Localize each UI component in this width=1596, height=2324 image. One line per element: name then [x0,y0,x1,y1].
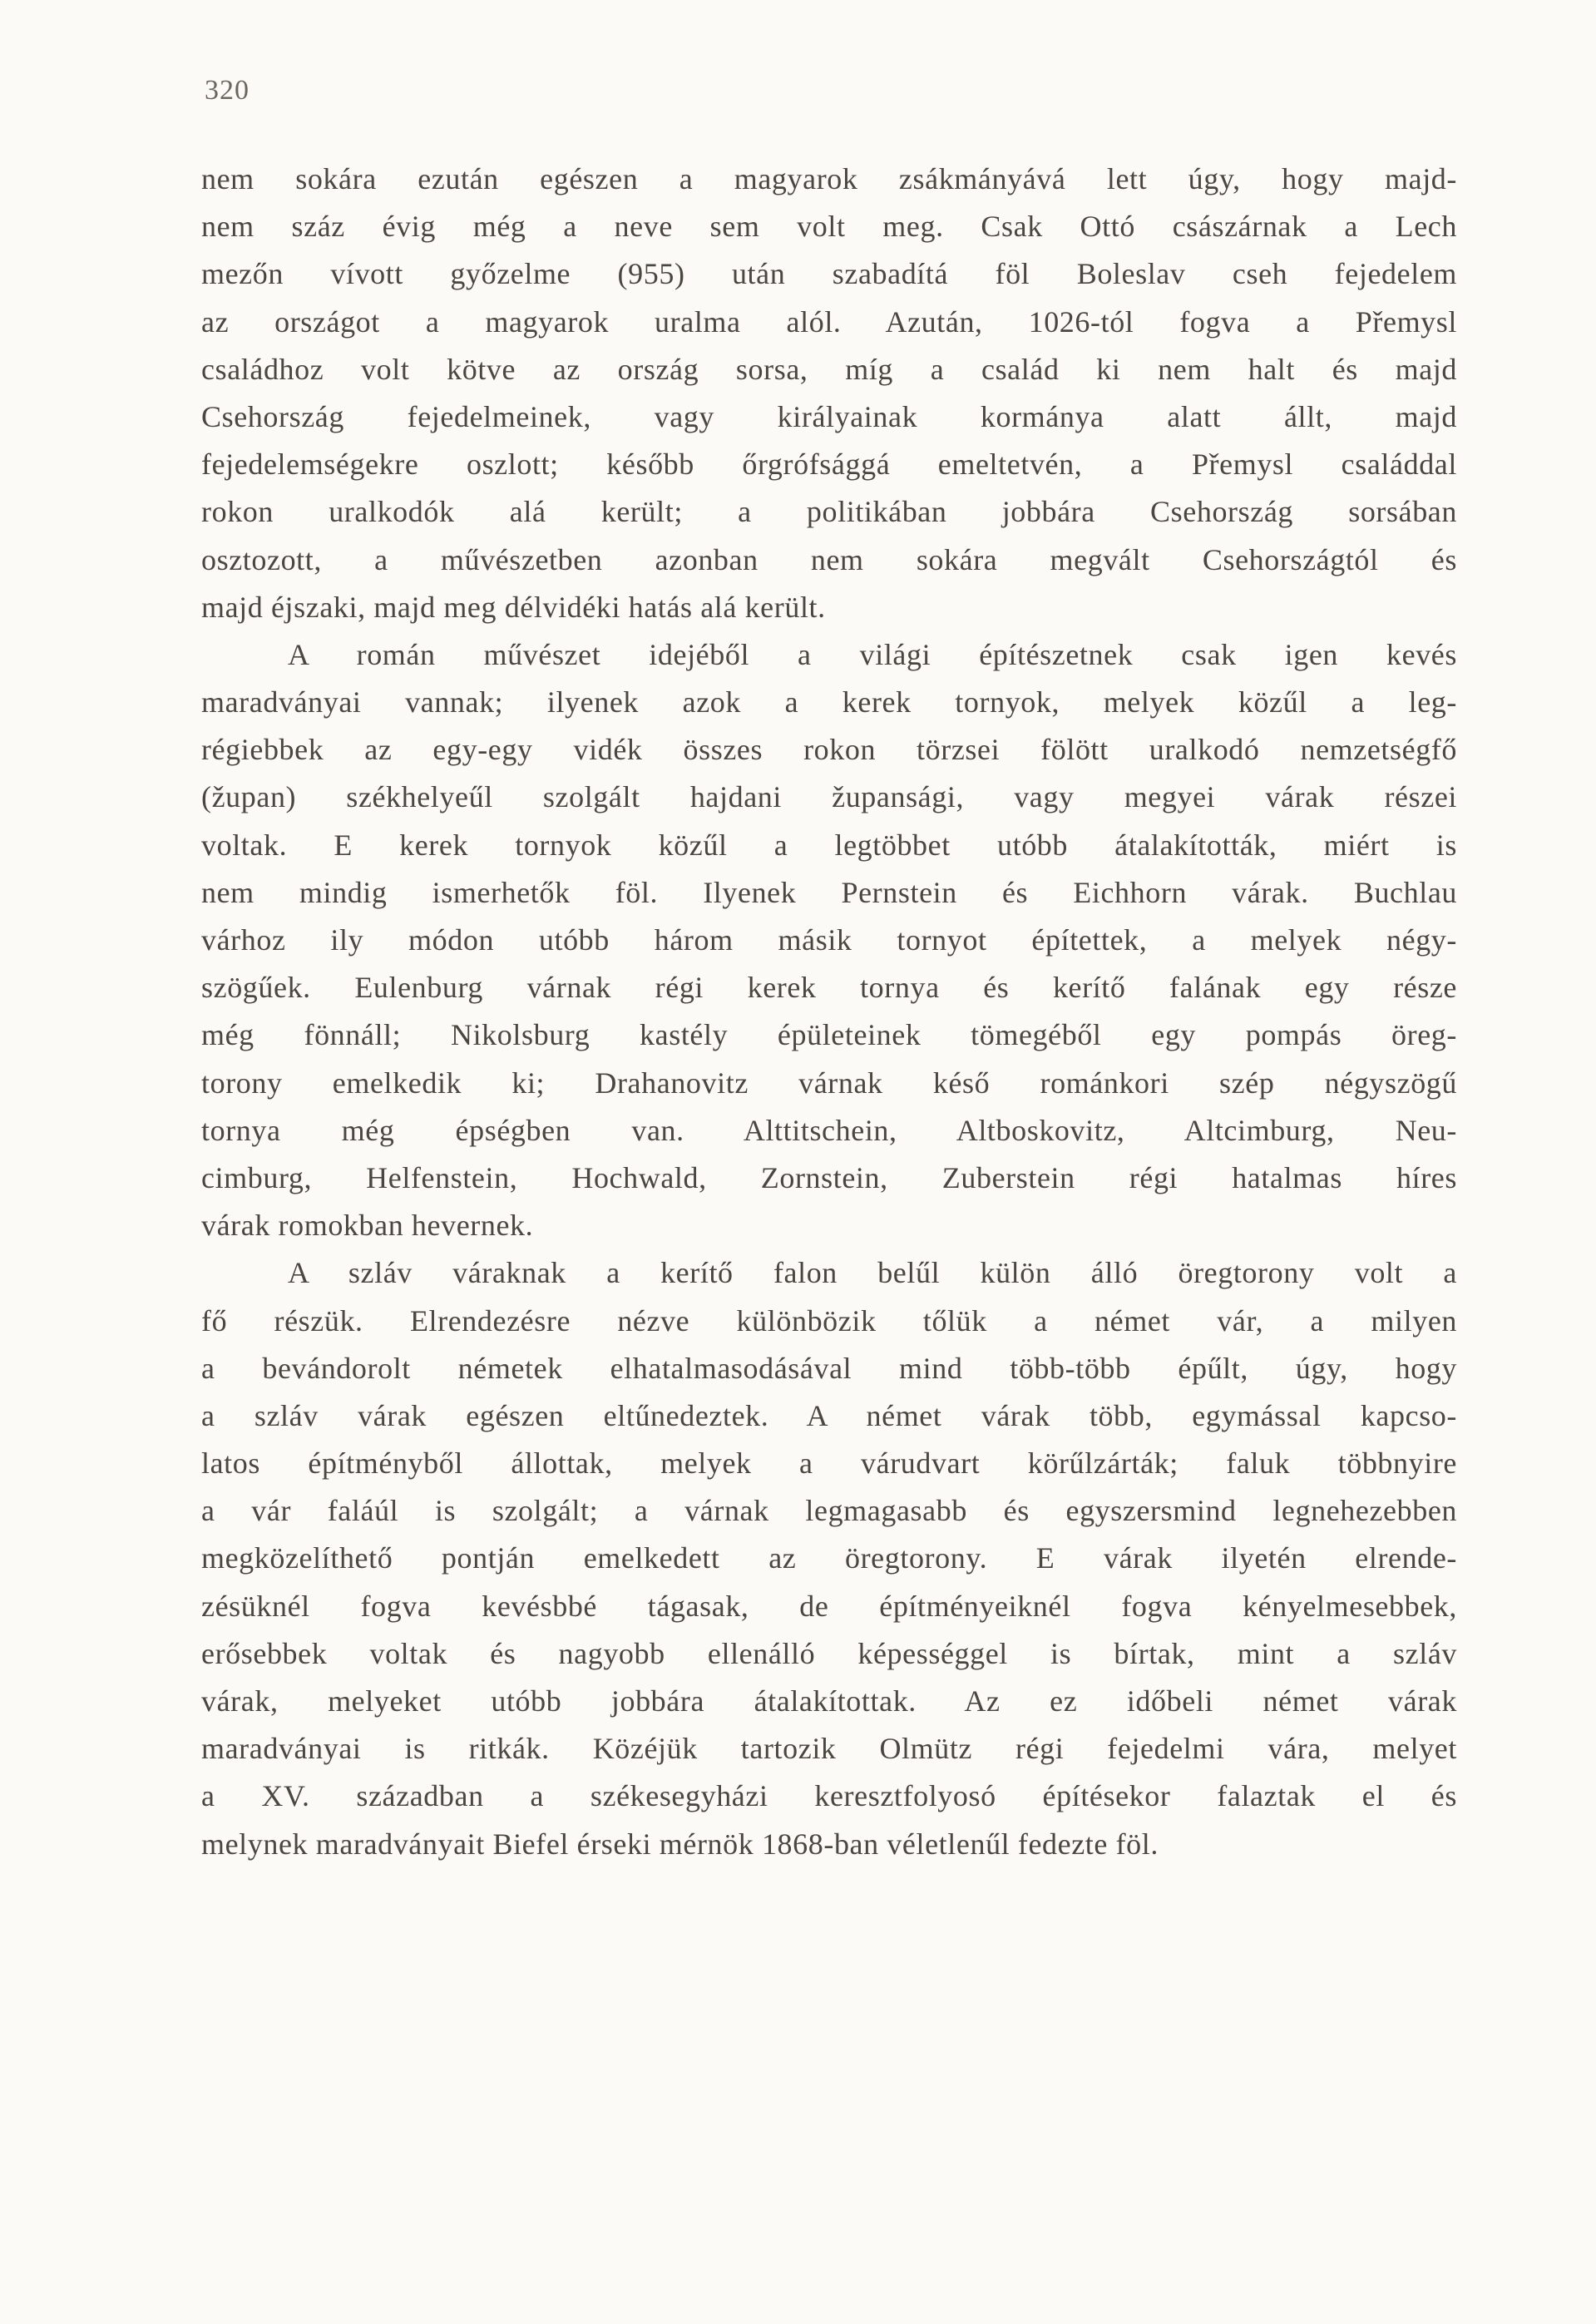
text-line: nem száz évig még a neve sem volt meg. Csak Ottó császárnak a Lech [201,210,1457,244]
text-line: melynek maradványait Biefel érseki mérnök 1868-ban véletlenűl fedezte föl. [201,1827,1159,1861]
text-line: maradványai is ritkák. Közéjük tartozik Olmütz régi fejedelmi vára, melyet [201,1732,1457,1766]
text-line: fő részük. Elrendezésre nézve különbözik tőlük a német vár, a milyen [201,1303,1457,1338]
text-line: erősebbek voltak és nagyobb ellenálló képességgel is bírtak, mint a szláv [201,1636,1457,1670]
text-line: Csehország fejedelmeinek, vagy királyainak kormánya alatt állt, majd [201,399,1457,433]
text-line: az országot a magyarok uralma alól. Azután, 1026-tól fogva a Přemysl [201,304,1457,339]
text-line: várak, melyeket utóbb jobbára átalakítottak. Az ez időbeli német várak [201,1684,1457,1718]
text-line: torony emelkedik ki; Drahanovitz várnak késő románkori szép négyszögű [201,1066,1457,1100]
text-line: nem sokára ezután egészen a magyarok zsákmányává lett úgy, hogy majd- [201,162,1457,195]
text-line: (župan) székhelyeűl szolgált hajdani župansági, vagy megyei várak részei [201,780,1457,814]
text-line: rokon uralkodók alá került; a politikában jobbára Csehország sorsában [201,495,1457,529]
paragraph [201,156,1457,631]
text-line: várak romokban hevernek. [201,1209,534,1243]
text-line: a szláv várak egészen eltűnedeztek. A német várak több, egymással kapcso- [201,1398,1457,1432]
text-line: maradványai vannak; ilyenek azok a kerek tornyok, melyek közűl a leg- [201,685,1457,719]
text-line: A szláv váraknak a kerítő falon belűl külön álló öregtorony volt a [288,1256,1457,1290]
text-line: latos építményből állottak, melyek a várudvart körűlzárták; faluk többnyire [201,1446,1457,1481]
text-line: A román művészet idejéből a világi építészetnek csak igen kevés [288,637,1457,671]
body-text [201,156,1457,1868]
text-line: voltak. E kerek tornyok közűl a legtöbbet utóbb átalakították, miért is [201,828,1457,862]
text-line: még fönnáll; Nikolsburg kastély épületeinek tömegéből egy pompás öreg- [201,1018,1457,1052]
paragraph [201,631,1457,1249]
page-number: 320 [205,75,250,106]
paragraph [201,1249,1457,1867]
text-line: nem mindig ismerhetők föl. Ilyenek Pernstein és Eichhorn várak. Buchlau [201,875,1457,909]
text-line: a bevándorolt németek elhatalmasodásával mind több-több épűlt, úgy, hogy [201,1351,1457,1385]
text-line: a XV. században a székesegyházi keresztfolyosó építésekor falaztak el és [201,1779,1457,1813]
text-line: majd éjszaki, majd meg délvidéki hatás alá került. [201,590,826,624]
text-line: osztozott, a művészetben azonban nem sokára megvált Csehországtól és [201,542,1457,576]
text-line: mezőn vívott győzelme (955) után szabadítá föl Boleslav cseh fejedelem [201,257,1457,291]
text-line: a vár faláúl is szolgált; a várnak legmagasabb és egyszersmind legnehezebben [201,1494,1457,1528]
text-line: régiebbek az egy-egy vidék összes rokon törzsei fölött uralkodó nemzetségfő [201,733,1457,767]
text-line: várhoz ily módon utóbb három másik tornyot építettek, a melyek négy- [201,923,1457,957]
text-line: cimburg, Helfenstein, Hochwald, Zornstein, Zuberstein régi hatalmas híres [201,1160,1457,1194]
text-line: zésüknél fogva kevésbbé tágasak, de építményeiknél fogva kényelmesebbek, [201,1589,1457,1623]
text-line: fejedelemségekre oszlott; később őrgrófsággá emeltetvén, a Přemysl családdal [201,447,1457,482]
text-line: megközelíthető pontján emelkedett az öregtorony. E várak ilyetén elrende- [201,1541,1457,1575]
text-line: családhoz volt kötve az ország sorsa, míg a család ki nem halt és majd [201,352,1457,386]
text-line: tornya még épségben van. Alttitschein, Altboskovitz, Altcimburg, Neu- [201,1113,1457,1147]
text-line: szögűek. Eulenburg várnak régi kerek tornya és kerítő falának egy része [201,971,1457,1005]
